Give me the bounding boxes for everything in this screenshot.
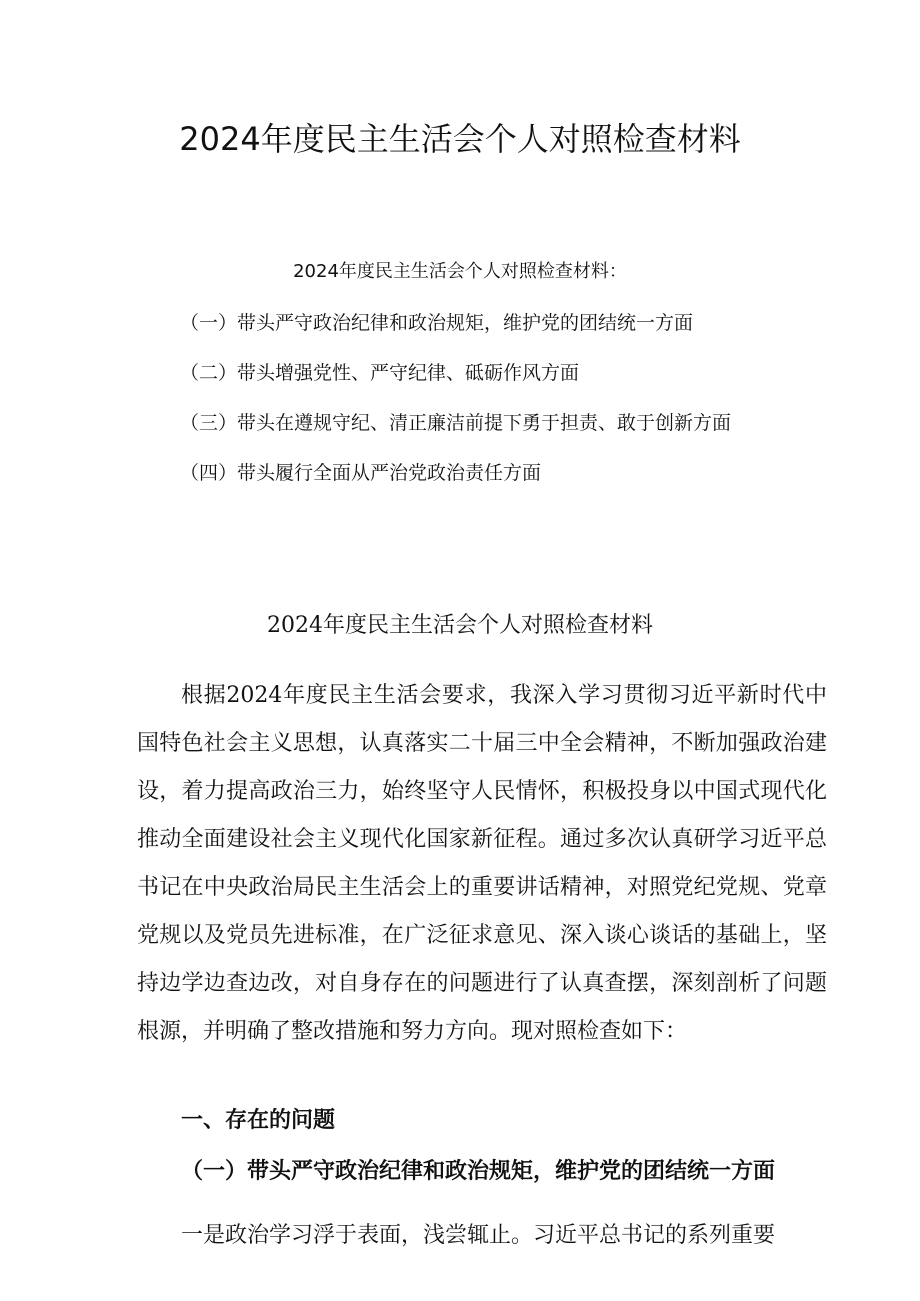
toc-item-2: （二）带头增强党性、严守纪律、砥砺作风方面 <box>180 362 580 384</box>
sub-heading: （一）带头严守政治纪律和政治规矩，维护党的团结统一方面 <box>181 1158 776 1184</box>
body-text-line: 一是政治学习浮于表面，浅尝辄止。习近平总书记的系列重要 <box>181 1223 776 1248</box>
toc-heading: 2024年度民主生活会个人对照检查材料： <box>293 261 627 282</box>
section-heading: 一、存在的问题 <box>181 1107 336 1133</box>
body-title: 2024年度民主生活会个人对照检查材料 <box>267 613 653 638</box>
intro-paragraph: 根据2024年度民主生活会要求，我深入学习贯彻习近平新时代中国特色社会主义思想，认真落实二十届三中全会精神，不断加强政治建设，着力提高政治三力，始终坚守人民情怀，积极投身以中国式现代化推动全面建设社会主义现代化国家新征程。通过多次认真研学习近平总书记在中央政治局民主生活会上的重要讲话精神，对照党纪党规、党章党规以及党员先进标准，在广泛征求意见、深入谈心谈话的基础上，坚持边学边查边改，对自身存在的问题进行了认真查摆，深刻剖析了问题根源，并明确了整改措施和努力方向。现对照检查如下： <box>137 683 827 1044</box>
toc-item-3: （三）带头在遵规守纪、清正廉洁前提下勇于担责、敢于创新方面 <box>180 412 732 434</box>
document-title: 2024年度民主生活会个人对照检查材料 <box>179 120 741 158</box>
toc-item-1: （一）带头严守政治纪律和政治规矩，维护党的团结统一方面 <box>180 312 694 334</box>
toc-item-4: （四）带头履行全面从严治党政治责任方面 <box>180 462 542 484</box>
toc-list <box>180 309 880 509</box>
